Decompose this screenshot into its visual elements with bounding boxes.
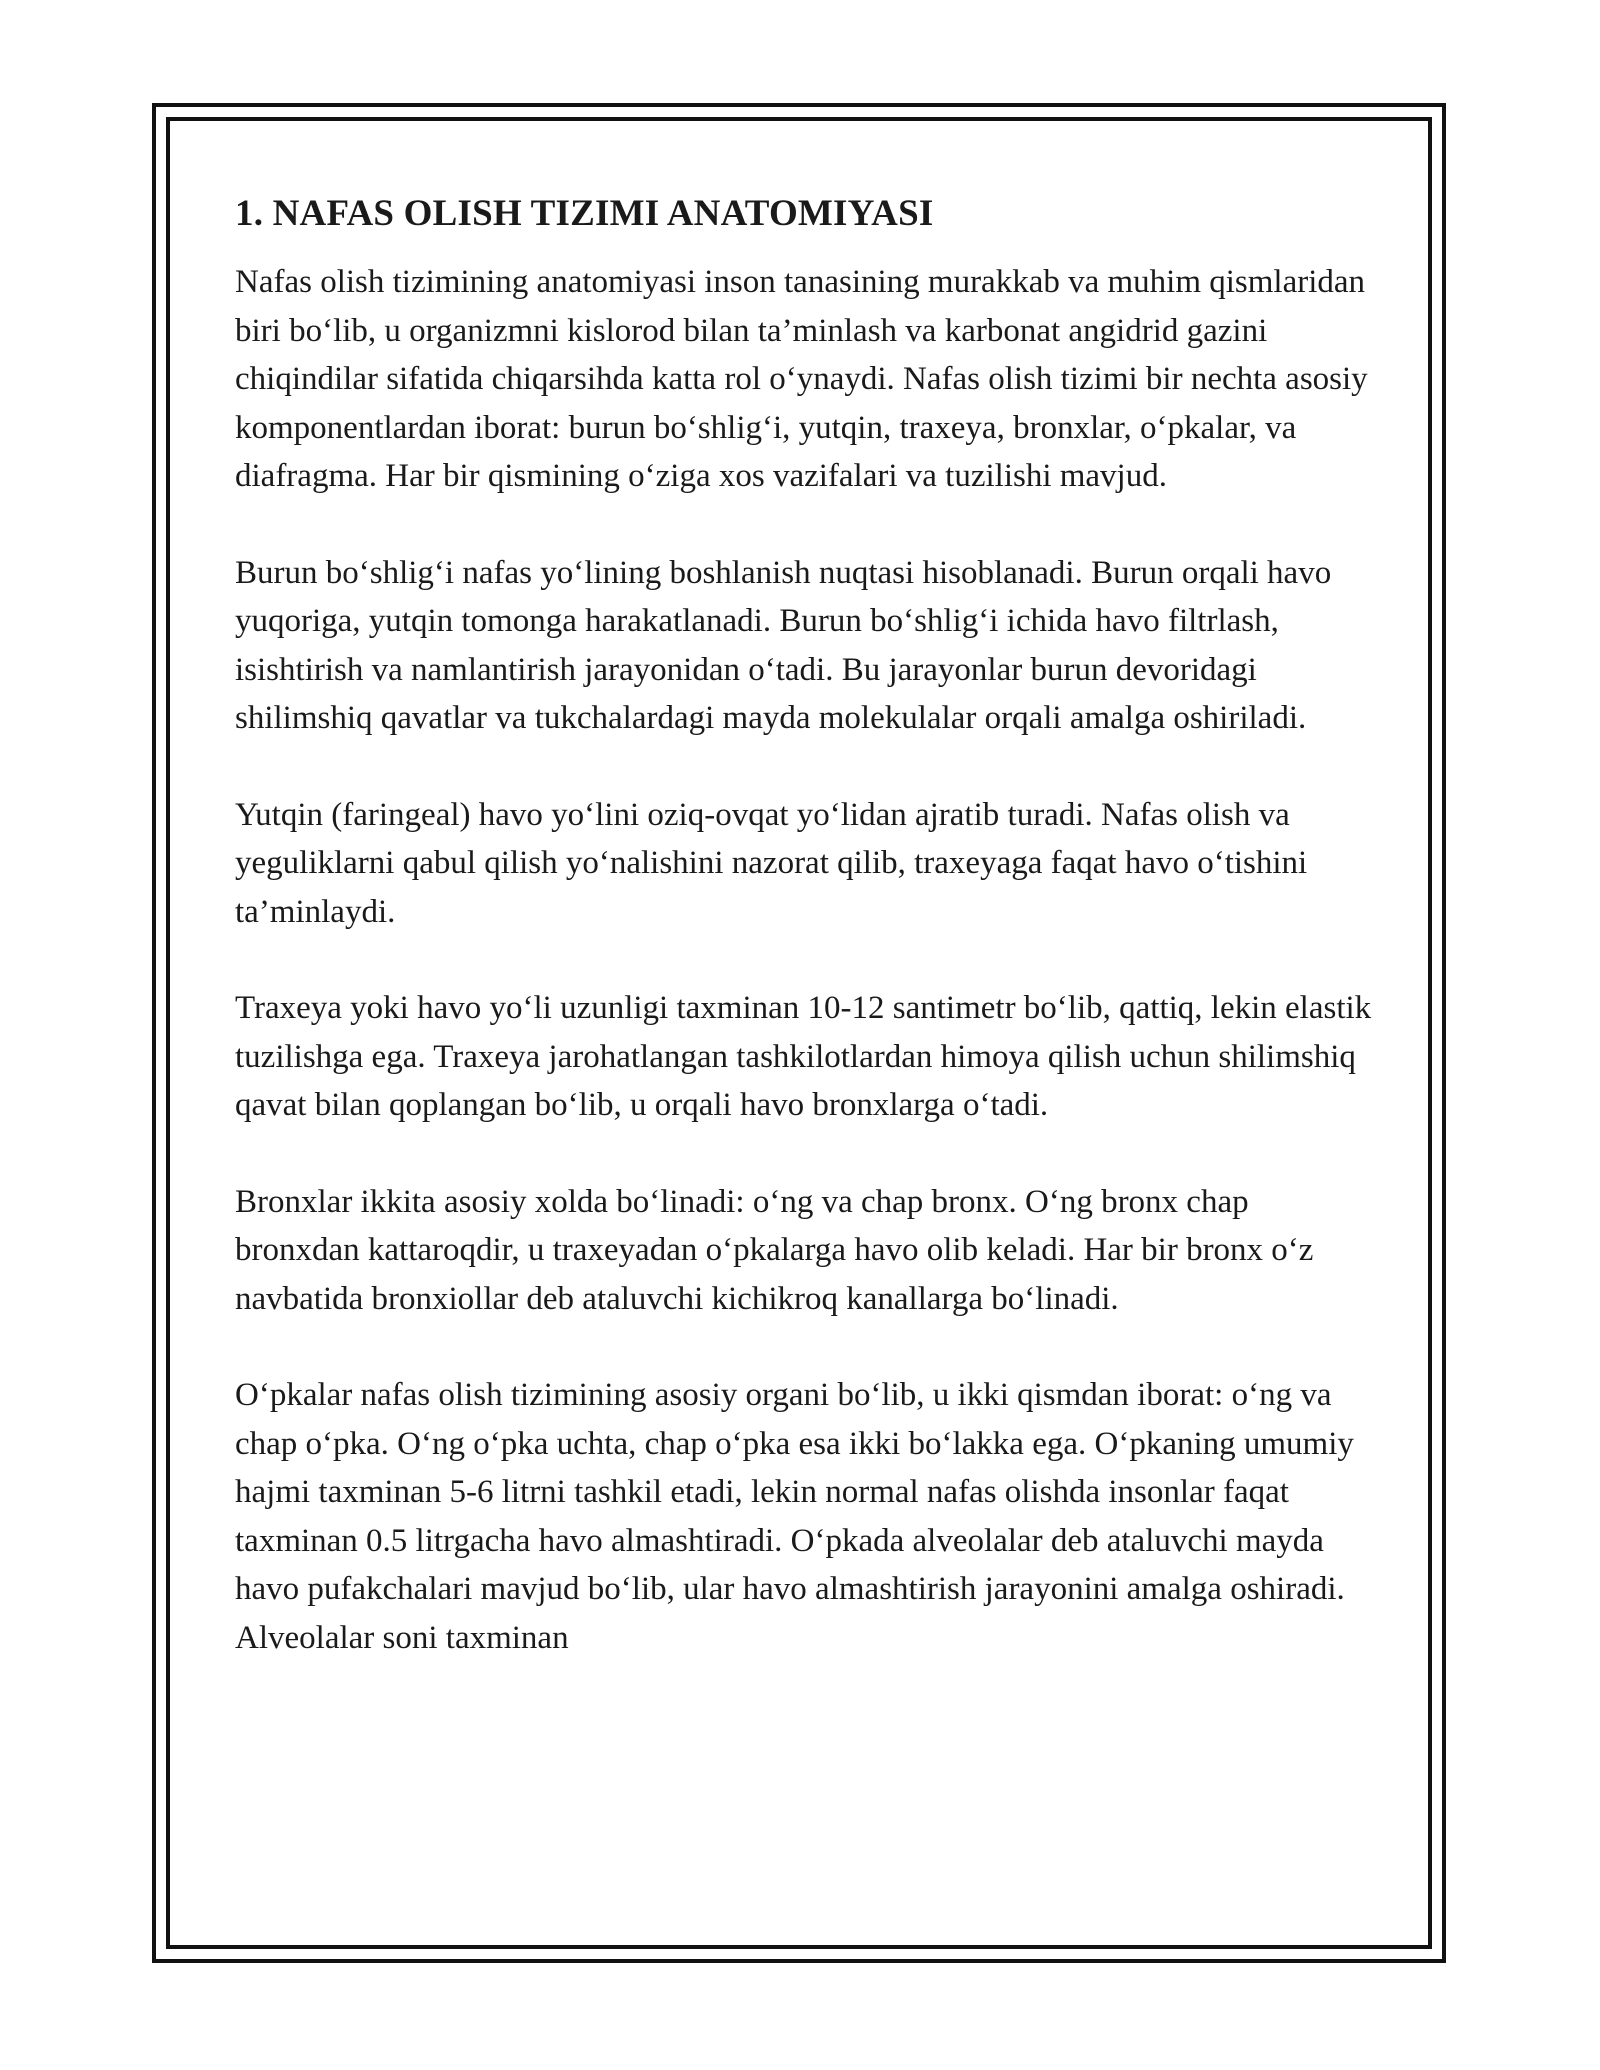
paragraph-nasal-cavity: Burun bo‘shlig‘i nafas yo‘lining boshlanish nuqtasi hisoblanadi. Burun orqali havo yuqoriga, yutqin tomonga harakatlanadi. Burun bo‘shlig‘i ichida havo filtrlash, isishtirish va namlantirish jarayonidan o‘tadi. Bu jarayonlar burun devoridagi shilimshiq qavatlar va tukchalardagi mayda molekulalar orqali amalga oshiriladi. — [235, 554, 1332, 736]
paragraph-pharynx: Yutqin (faringeal) havo yo‘lini oziq-ovqat yo‘lidan ajratib turadi. Nafas olish va yeguliklarni qabul qilish yo‘nalishini nazorat qilib, traxeyaga faqat havo o‘tishini ta’minlaydi. — [235, 796, 1308, 930]
document-body — [235, 188, 1375, 1662]
section-heading: 1. NAFAS OLISH TIZIMI ANATOMIYASI — [235, 193, 934, 234]
paragraph-lungs: O‘pkalar nafas olish tizimining asosiy organi bo‘lib, u ikki qismdan iborat: o‘ng va chap o‘pka. O‘ng o‘pka uchta, chap o‘pka esa ikki bo‘lakka ega. O‘pkaning umumiy hajmi taxminan 5-6 litrni tashkil etadi, lekin normal nafas olishda insonlar faqat taxminan 0.5 litrgacha havo almashtiradi. O‘pkada alveolalar deb ataluvchi mayda havo pufakchalari mavjud bo‘lib, ular havo almashtirish jarayonini amalga oshiradi. Alveolalar soni taxminan — [235, 1377, 1354, 1656]
paragraph-trachea: Traxeya yoki havo yo‘li uzunligi taxminan 10-12 santimetr bo‘lib, qattiq, lekin elastik tuzilishga ega. Traxeya jarohatlangan tashkilotlardan himoya qilish uchun shilimshiq qavat bilan qoplangan bo‘lib, u orqali havo bronxlarga o‘tadi. — [235, 990, 1372, 1123]
paragraph-intro: Nafas olish tizimining anatomiyasi inson tanasining murakkab va muhim qismlaridan biri bo‘lib, u organizmni kislorod bilan ta’minlash va karbonat angidrid gazini chiqindilar sifatida chiqarsihda katta rol o‘ynaydi. Nafas olish tizimi bir nechta asosiy komponentlardan iborat: burun bo‘shlig‘i, yutqin, traxeya, bronxlar, o‘pkalar, va diafragma. Har bir qismining o‘ziga xos vazifalari va tuzilishi mavjud. — [235, 264, 1368, 494]
paragraph-bronchi: Bronxlar ikkita asosiy xolda bo‘linadi: o‘ng va chap bronx. O‘ng bronx chap bronxdan kattaroqdir, u traxeyadan o‘pkalarga havo olib keladi. Har bir bronx o‘z navbatida bronxiollar deb ataluvchi kichikroq kanallarga bo‘linadi. — [235, 1183, 1314, 1317]
